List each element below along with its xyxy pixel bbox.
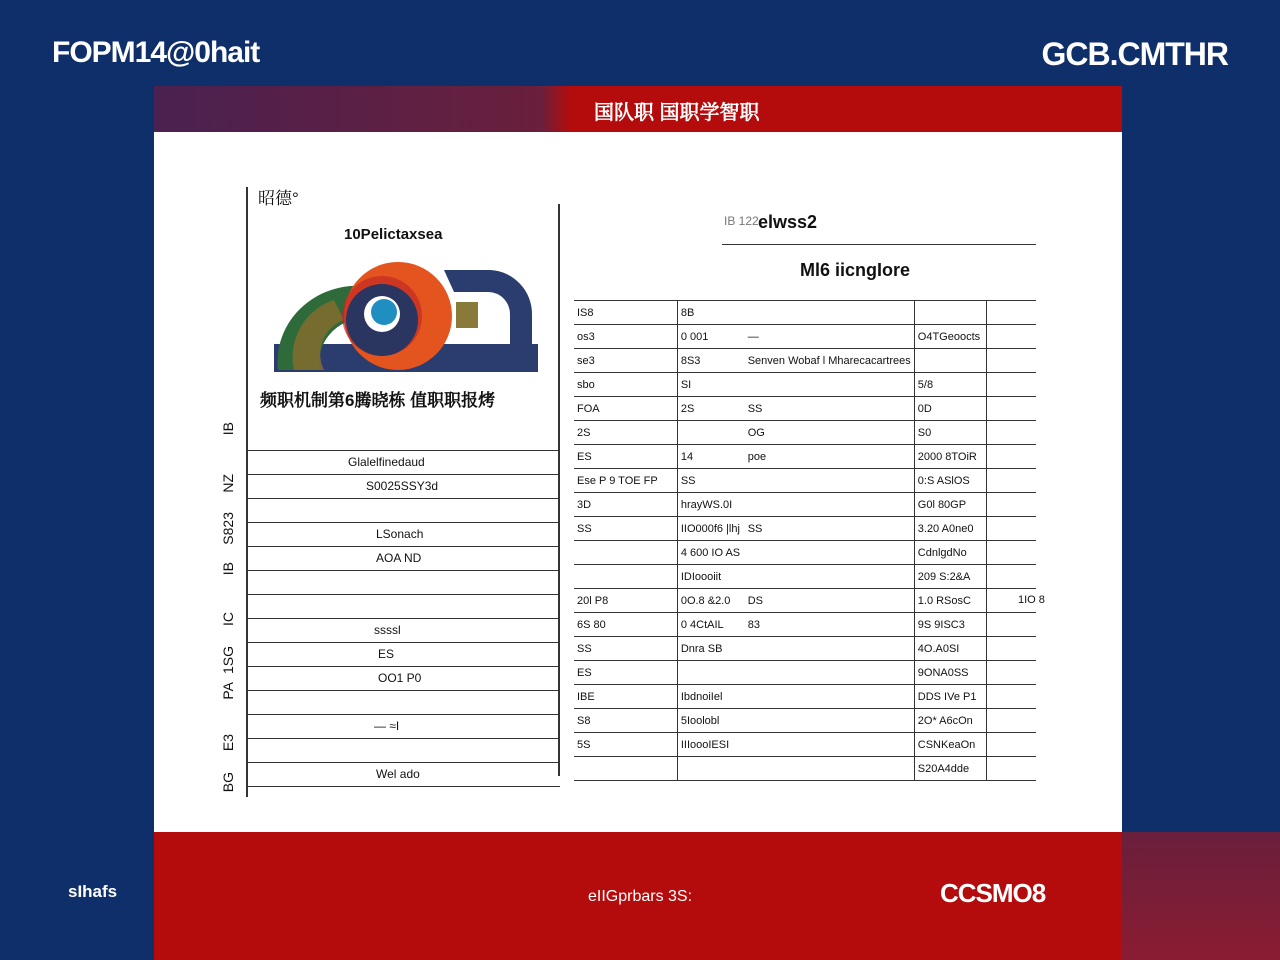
table-cell: Dnra SB	[677, 637, 744, 661]
table-row	[574, 757, 1036, 781]
table-cell: S0	[914, 421, 987, 445]
table-cell: DDS IVe P1	[914, 685, 987, 709]
left-caption: 频职机制第6腾晓栋 值职职报烤	[260, 391, 496, 410]
table-cell: os3	[574, 325, 677, 349]
table-cell	[987, 565, 1036, 589]
table-row	[574, 445, 1036, 469]
table-cell	[987, 613, 1036, 637]
right-title: elwss2	[758, 212, 818, 232]
table-cell: SS	[745, 517, 915, 541]
table-cell: 2000 8TOiR	[914, 445, 987, 469]
footer-accent	[1122, 832, 1280, 960]
table-cell	[677, 757, 744, 781]
table-cell: 6S 80	[574, 613, 677, 637]
table-cell: O4TGeoocts	[914, 325, 987, 349]
table-cell: 0 4CtAIL	[677, 613, 744, 637]
left-form-row	[246, 762, 560, 787]
right-data-table	[574, 300, 1036, 781]
table-cell: OG	[745, 421, 915, 445]
table-cell	[987, 709, 1036, 733]
table-cell: 14	[677, 445, 744, 469]
table-cell	[745, 469, 915, 493]
table-cell: 2O* A6cOn	[914, 709, 987, 733]
left-form-row	[246, 594, 560, 618]
left-form-row	[246, 570, 560, 594]
left-row-text: LSonach	[376, 527, 424, 541]
table-cell: SS	[745, 397, 915, 421]
table-cell	[987, 469, 1036, 493]
table-cell: 0O.8 &2.0	[677, 589, 744, 613]
table-cell	[745, 493, 915, 517]
left-row-text: ES	[378, 647, 395, 661]
table-cell	[745, 757, 915, 781]
table-row	[574, 733, 1036, 757]
left-form-row	[246, 618, 560, 642]
table-cell: IIO000f6 |lhj	[677, 517, 744, 541]
table-cell	[987, 301, 1036, 325]
table-cell: 0D	[914, 397, 987, 421]
table-cell: 3.20 A0ne0	[914, 517, 987, 541]
top-right-brand: GCB.CMTHR	[1041, 36, 1228, 72]
left-tag: 昭德°	[258, 189, 299, 208]
table-cell	[987, 685, 1036, 709]
left-row-text: AOA ND	[376, 551, 422, 565]
table-cell	[677, 421, 744, 445]
table-row	[574, 301, 1036, 325]
table-row	[574, 637, 1036, 661]
table-cell: poe	[745, 445, 915, 469]
table-row	[574, 709, 1036, 733]
table-cell	[987, 349, 1036, 373]
left-row-text: ssssl	[374, 623, 401, 637]
side-label: BG	[220, 772, 236, 793]
table-cell	[987, 517, 1036, 541]
table-cell	[987, 373, 1036, 397]
side-label: E3	[220, 734, 236, 752]
table-cell	[574, 757, 677, 781]
table-row	[574, 517, 1036, 541]
table-cell: 1.0 RSosC	[914, 589, 987, 613]
table-cell: 4O.A0SI	[914, 637, 987, 661]
table-cell	[574, 541, 677, 565]
left-form-row	[246, 474, 560, 498]
side-label: IB	[220, 562, 236, 576]
side-label: 1SG	[220, 646, 236, 675]
table-cell: 9S 9ISC3	[914, 613, 987, 637]
table-cell: IIIoooIESI	[677, 733, 744, 757]
left-form-row	[246, 642, 560, 666]
left-form-row	[246, 450, 560, 474]
side-label: IB	[220, 422, 236, 436]
top-left-brand: FOPM14@0hait	[52, 36, 260, 69]
table-cell: S8	[574, 709, 677, 733]
left-form-row	[246, 738, 560, 762]
table-cell: 8B	[677, 301, 744, 325]
table-cell: 2S	[677, 397, 744, 421]
table-cell: SI	[677, 373, 744, 397]
right-title-rule	[722, 244, 1036, 245]
right-title-small: IB 122	[724, 214, 759, 228]
side-label: S823	[220, 512, 236, 545]
table-cell	[745, 709, 915, 733]
table-cell: IbdnoiIel	[677, 685, 744, 709]
table-cell	[745, 565, 915, 589]
table-row	[574, 613, 1036, 637]
table-cell: 5S	[574, 733, 677, 757]
left-form-rows	[246, 450, 560, 787]
table-cell: SS	[574, 517, 677, 541]
table-cell: 9ONA0SS	[914, 661, 987, 685]
strip-title: 国队职 国职学智职	[594, 102, 760, 124]
table-cell	[914, 301, 987, 325]
table-cell	[987, 325, 1036, 349]
footer-middle-text: eIIGprbars 3S:	[588, 888, 693, 905]
table-cell	[987, 733, 1036, 757]
left-form-row	[246, 546, 560, 570]
table-cell: S20A4dde	[914, 757, 987, 781]
footer-right-brand: CCSMO8	[940, 878, 1046, 908]
table-cell: IBE	[574, 685, 677, 709]
table-cell: Ese P 9 TOE FP	[574, 469, 677, 493]
table-cell: 20l P8	[574, 589, 677, 613]
table-cell: G0l 80GP	[914, 493, 987, 517]
table-cell: CdnlgdNo	[914, 541, 987, 565]
table-cell	[987, 493, 1036, 517]
table-cell: sbo	[574, 373, 677, 397]
left-heading: 10Pelictaxsea	[344, 226, 443, 243]
table-row	[574, 661, 1036, 685]
table-cell	[914, 349, 987, 373]
table-cell: 2S	[574, 421, 677, 445]
table-cell	[987, 637, 1036, 661]
left-row-text: Wel ado	[376, 767, 420, 781]
right-subtitle: Ml6 iicngIore	[800, 260, 911, 280]
left-form-row	[246, 666, 560, 690]
left-form-row	[246, 714, 560, 738]
table-cell	[745, 733, 915, 757]
table-cell	[745, 685, 915, 709]
left-row-text: OO1 P0	[378, 671, 422, 685]
table-cell: 0 001	[677, 325, 744, 349]
side-labels	[220, 422, 244, 802]
header-strip	[154, 86, 1122, 132]
table-cell: SS	[574, 637, 677, 661]
table-cell: Senven Wobaf l Mharecacartrees	[745, 349, 915, 373]
stray-note: 1IO 8	[1018, 594, 1045, 606]
table-cell	[987, 541, 1036, 565]
table-cell: IS8	[574, 301, 677, 325]
left-row-text: — ≈I	[374, 719, 400, 733]
table-cell	[987, 397, 1036, 421]
table-cell	[987, 421, 1036, 445]
table-cell: ES	[574, 661, 677, 685]
table-cell	[745, 301, 915, 325]
left-row-text: Glalelfinedaud	[348, 455, 425, 469]
table-row	[574, 685, 1036, 709]
table-cell: —	[745, 325, 915, 349]
table-cell: CSNKeaOn	[914, 733, 987, 757]
table-cell	[745, 661, 915, 685]
table-row	[574, 325, 1036, 349]
table-cell: se3	[574, 349, 677, 373]
table-cell: DS	[745, 589, 915, 613]
table-cell: hrayWS.0I	[677, 493, 744, 517]
table-row	[574, 349, 1036, 373]
table-cell	[987, 661, 1036, 685]
document-page	[154, 132, 1122, 832]
table-cell: 83	[745, 613, 915, 637]
table-row	[574, 469, 1036, 493]
table-row	[574, 421, 1036, 445]
side-label: NZ	[220, 474, 236, 493]
side-label: IC	[220, 612, 236, 626]
table-row	[574, 397, 1036, 421]
left-form-row	[246, 498, 560, 522]
table-cell: 4 600 IO AS	[677, 541, 744, 565]
table-cell	[745, 373, 915, 397]
table-row	[574, 493, 1036, 517]
table-cell	[987, 445, 1036, 469]
footer-left-text: sIhafs	[68, 882, 118, 901]
table-cell: 5Ioolobl	[677, 709, 744, 733]
table-cell: 8S3	[677, 349, 744, 373]
logo-graphic	[274, 260, 544, 376]
table-cell: ES	[574, 445, 677, 469]
table-cell	[677, 661, 744, 685]
left-form-row	[246, 522, 560, 546]
table-cell: 5/8	[914, 373, 987, 397]
left-form-row	[246, 690, 560, 714]
table-cell: FOA	[574, 397, 677, 421]
table-cell	[574, 565, 677, 589]
table-row	[574, 373, 1036, 397]
table-row	[574, 541, 1036, 565]
table-cell: SS	[677, 469, 744, 493]
table-cell: IDIoooiit	[677, 565, 744, 589]
table-row	[574, 565, 1036, 589]
table-cell: 3D	[574, 493, 677, 517]
table-cell	[745, 541, 915, 565]
table-row	[574, 589, 1036, 613]
table-cell: 0:S ASlOS	[914, 469, 987, 493]
side-label: PA	[220, 682, 236, 700]
table-cell	[745, 637, 915, 661]
table-cell: 209 S:2&A	[914, 565, 987, 589]
left-row-text: S0025SSY3d	[366, 479, 439, 493]
table-cell	[987, 757, 1036, 781]
